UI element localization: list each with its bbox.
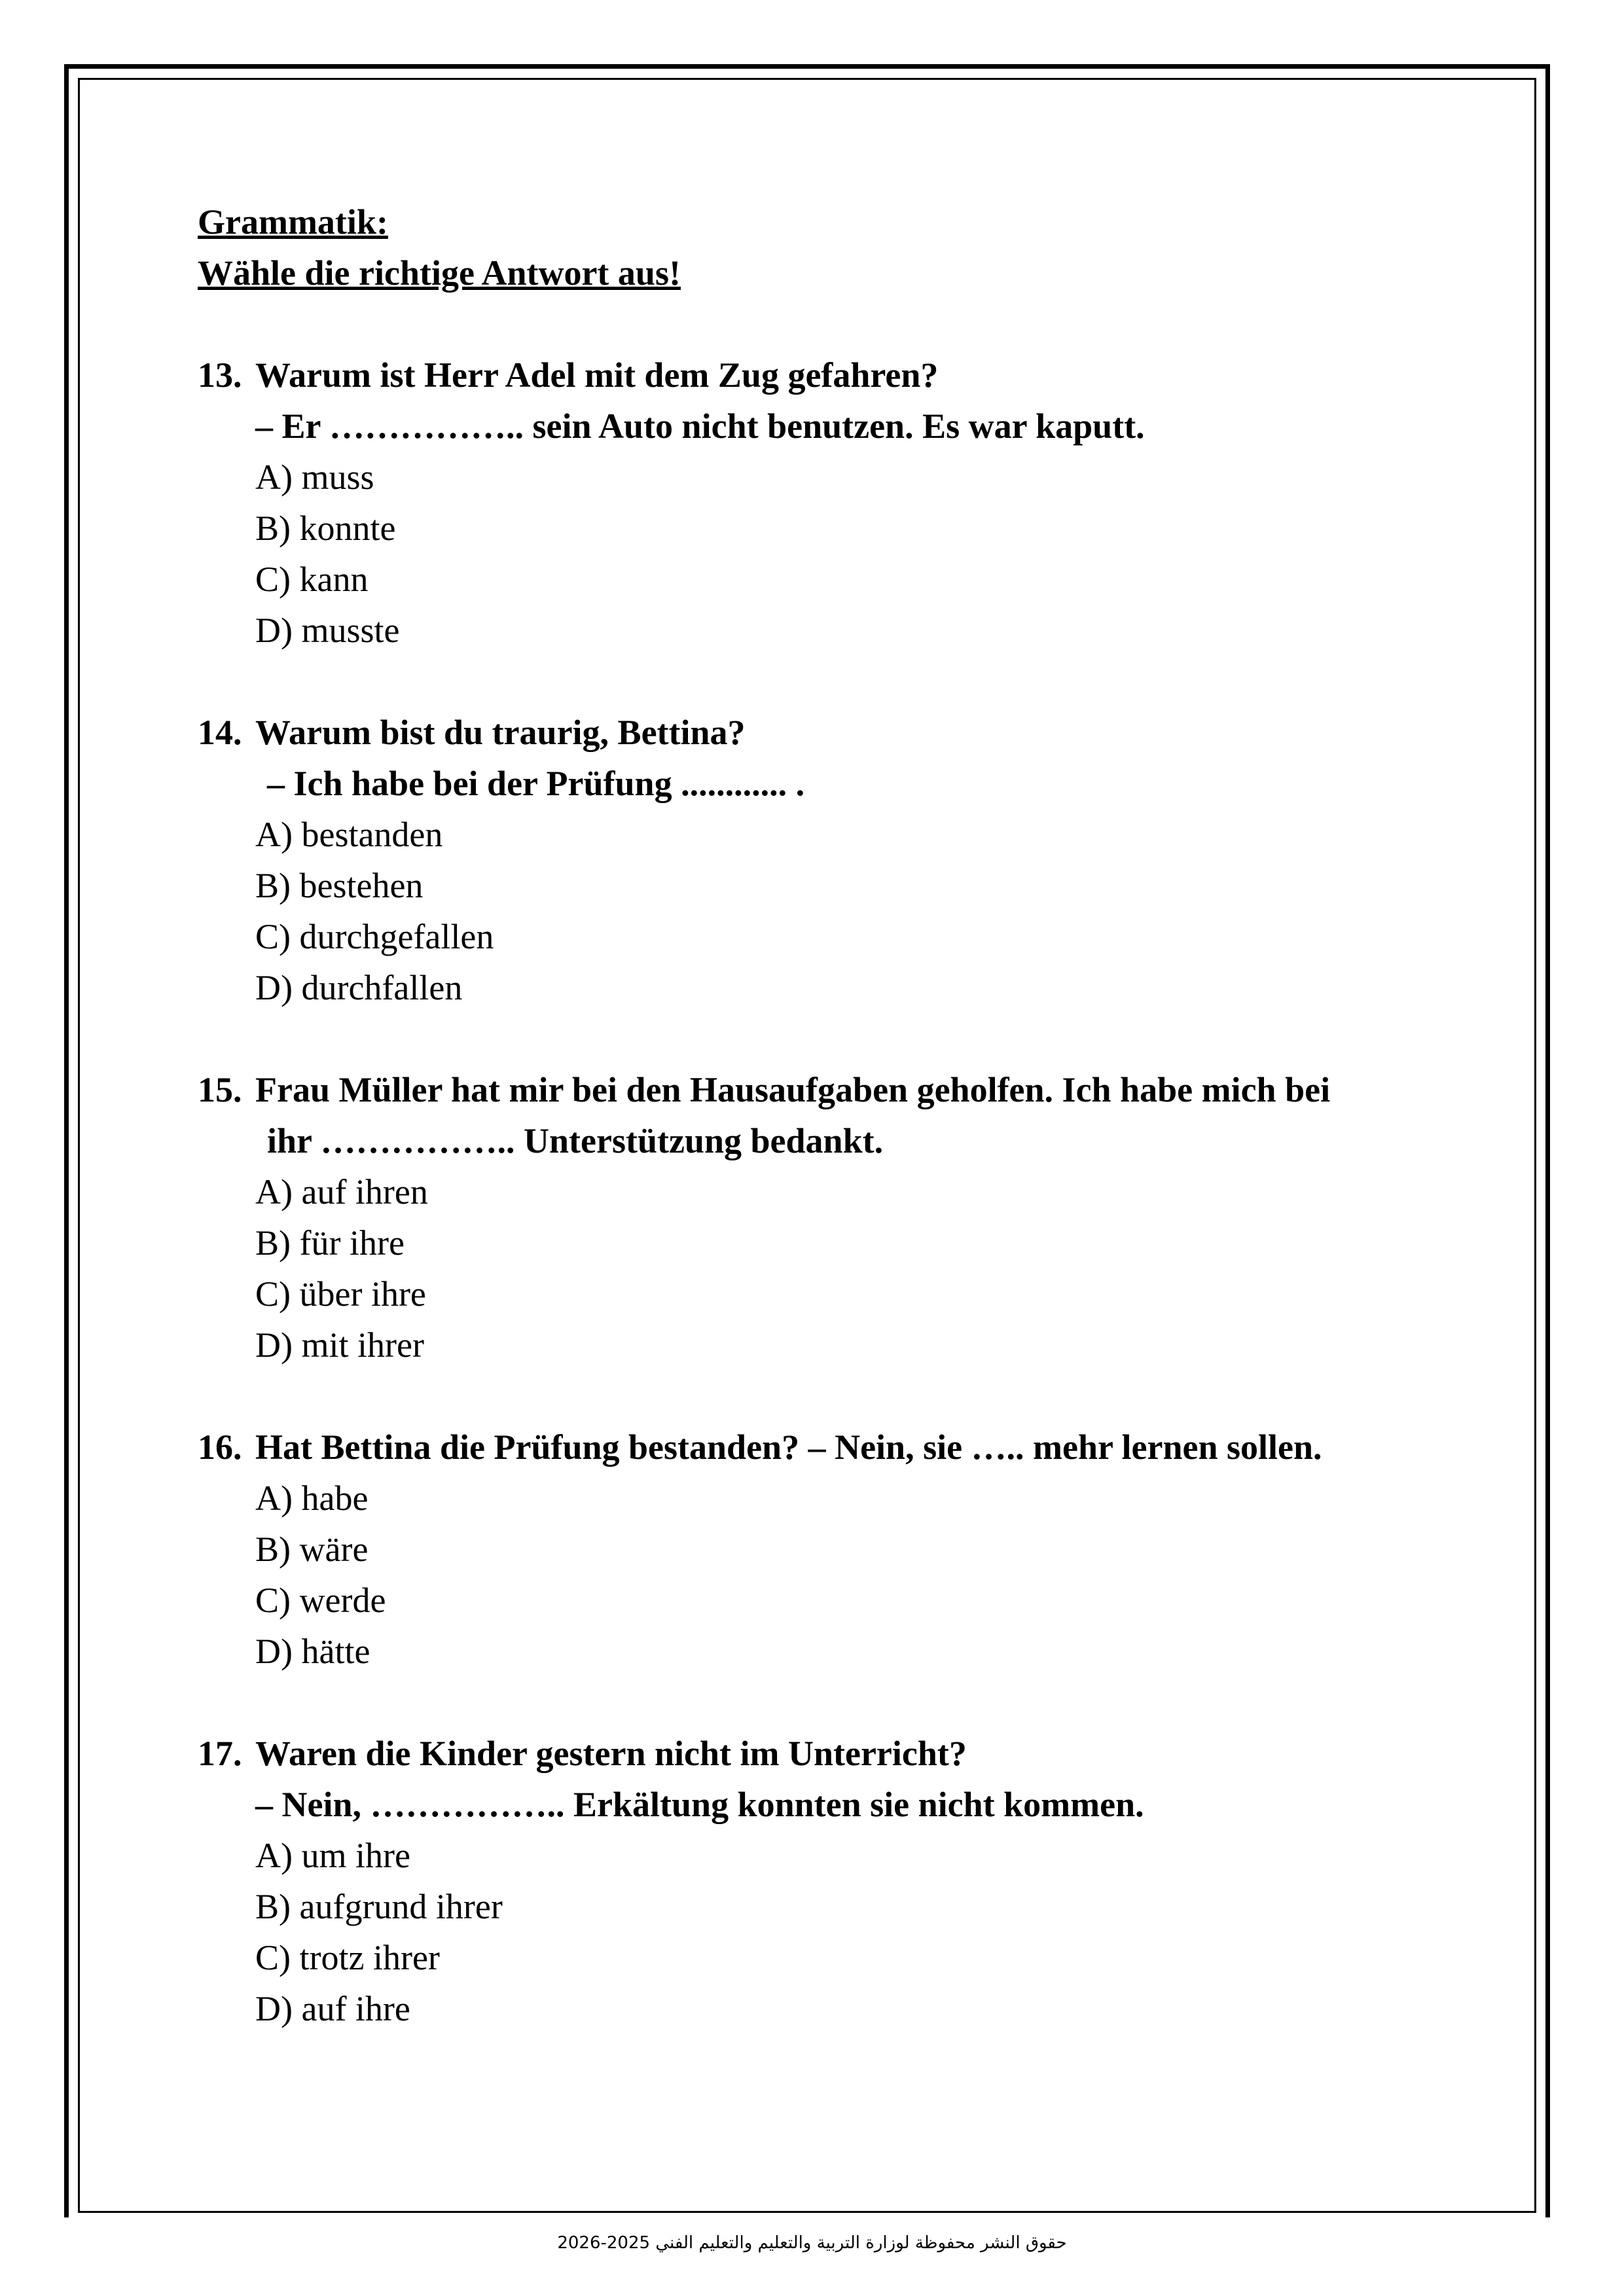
worksheet-content: [198, 196, 1494, 2034]
answer-option[interactable]: D) hätte: [255, 1632, 370, 1671]
answer-option[interactable]: C) werde: [255, 1581, 386, 1620]
question-number: 15.: [198, 1070, 242, 1109]
question-continuation: – Nein, …………….. Erkältung konnten sie nicht kommen.: [255, 1785, 1144, 1824]
copyright-footer: حقوق النشر محفوظة لوزارة التربية والتعليم والتعليم الفني 2025-2026: [557, 2233, 1067, 2253]
answer-option[interactable]: A) habe: [255, 1479, 369, 1518]
question-14: [198, 707, 1494, 1013]
question-15: [198, 1064, 1494, 1371]
answer-options: [198, 1830, 1494, 2034]
question-text: [198, 1422, 1494, 1473]
answer-option[interactable]: B) bestehen: [255, 866, 424, 905]
question-text: [198, 1064, 1494, 1115]
answer-option[interactable]: A) muss: [255, 457, 374, 497]
question-continuation: ihr …………….. Unterstützung bedankt.: [267, 1121, 884, 1160]
answer-option[interactable]: D) mit ihrer: [255, 1325, 424, 1365]
answer-option[interactable]: B) für ihre: [255, 1223, 405, 1263]
question-prompt: Hat Bettina die Prüfung bestanden? – Nein, sie ….. mehr lernen sollen.: [255, 1427, 1322, 1467]
question-text: [198, 350, 1494, 401]
answer-option[interactable]: D) durchfallen: [255, 968, 463, 1007]
answer-option[interactable]: C) durchgefallen: [255, 917, 494, 956]
answer-option[interactable]: C) über ihre: [255, 1274, 426, 1314]
answer-options: [198, 452, 1494, 656]
question-16: [198, 1422, 1494, 1677]
answer-option[interactable]: B) wäre: [255, 1530, 369, 1569]
question-13: [198, 350, 1494, 656]
question-continuation: – Ich habe bei der Prüfung ............ .: [267, 764, 805, 803]
question-text: [198, 1728, 1494, 1779]
question-prompt: Warum bist du traurig, Bettina?: [255, 713, 746, 752]
answer-option[interactable]: B) aufgrund ihrer: [255, 1887, 503, 1926]
section-title: Grammatik:: [198, 202, 388, 242]
question-prompt: Waren die Kinder gestern nicht im Unterricht?: [255, 1734, 967, 1773]
question-number: 13.: [198, 355, 242, 395]
answer-options: [198, 809, 1494, 1013]
question-number: 14.: [198, 713, 242, 752]
question-17: [198, 1728, 1494, 2034]
answer-options: [198, 1166, 1494, 1371]
answer-option[interactable]: B) konnte: [255, 509, 396, 548]
answer-option[interactable]: A) bestanden: [255, 815, 443, 854]
question-prompt: Warum ist Herr Adel mit dem Zug gefahren?: [255, 355, 939, 395]
section-instruction: Wähle die richtige Antwort aus!: [198, 253, 681, 293]
answer-option[interactable]: D) musste: [255, 611, 400, 650]
question-prompt: Frau Müller hat mir bei den Hausaufgaben geholfen. Ich habe mich bei: [255, 1070, 1331, 1109]
question-text: [198, 707, 1494, 758]
answer-option[interactable]: A) auf ihren: [255, 1172, 428, 1211]
question-continuation: – Er …………….. sein Auto nicht benutzen. Es war kaputt.: [255, 406, 1145, 446]
question-number: 17.: [198, 1734, 242, 1773]
answer-option[interactable]: A) um ihre: [255, 1836, 410, 1875]
answer-options: [198, 1473, 1494, 1677]
answer-option[interactable]: C) kann: [255, 560, 369, 599]
answer-option[interactable]: C) trotz ihrer: [255, 1938, 440, 1977]
answer-option[interactable]: D) auf ihre: [255, 1989, 410, 2028]
question-number: 16.: [198, 1427, 242, 1467]
